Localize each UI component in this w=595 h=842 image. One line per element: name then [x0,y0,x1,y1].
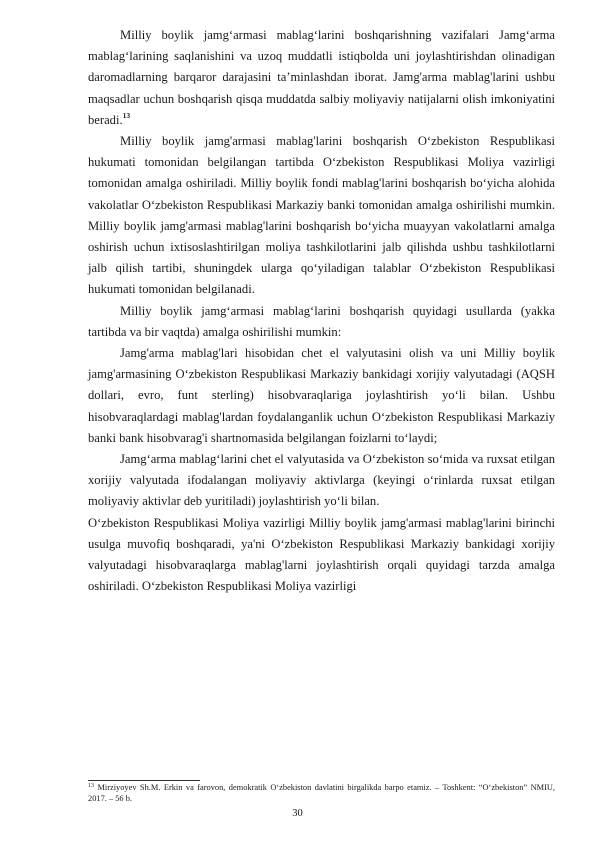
paragraph-1-text: Milliy boylik jamg‘armasi mablag‘larini boshqarishning vazifalari Jamg‘arma mablag‘larining saqlanishini va uzoq muddatli istiqbolda uni joylashtirishdan olinadigan daromadlarning barqaror darajasini ta’minlashdan iborat. Jamg'arma mablag'larini ushbu maqsadlar uchun boshqarish qisqa muddatda salbiy moliyaviy natijalarni olish imkoniyatini beradi. [88,28,555,127]
paragraph-2: Milliy boylik jamg'armasi mablag'larini boshqarish O‘zbekiston Respublikasi hukumati tomonidan belgilangan tartibda O‘zbekiston Respublikasi Moliya vazirligi tomonidan amalga oshiriladi. Milliy boylik fondi mablag'larini boshqarish bo‘yicha alohida vakolatlar O‘zbekiston Respublikasi Markaziy banki tomonidan amalga oshirilishi mumkin. Milliy boylik jamg'armasi mablag'larini boshqarish bo‘yicha muayyan vakolatlarni amalga oshirish uchun ixtisoslashtirilgan moliya tashkilotlarini jalb qilishda ushbu tashkilotlarni jalb qilish tartibi, shuningdek ularga qo‘yiladigan talablar O‘zbekiston Respublikasi hukumati tomonidan belgilanadi. [88,134,555,297]
paragraph-5: Jamg‘arma mablag‘larini chet el valyutasida va O‘zbekiston so‘mida va ruxsat etilgan xorijiy valyutada ifodalangan moliyaviy aktivlarga (keyingi o‘rinlarda ruxsat etilgan moliyaviy aktivlar deb yuritiladi) joylashtirish yo‘li bilan. [88,452,555,509]
paragraph-6: O‘zbekiston Respublikasi Moliya vazirligi Milliy boylik jamg'armasi mablag'larini birinchi usulga muvofiq boshqaradi, ya'ni O‘zbekiston Respublikasi Markaziy bankidagi xorijiy valyutadagi hisobvaraqlarga mablag'larni joylashtirish orqali quyidagi tarzda amalga oshiriladi. O‘zbekiston Respublikasi Moliya vazirligi [88,515,555,594]
paragraph-3: Milliy boylik jamg‘armasi mablag‘larini boshqarish quyidagi usullarda (yakka tartibda va bir vaqtda) amalga oshirilishi mumkin: [88,303,555,339]
body-text [88,25,555,597]
paragraph-4: Jamg'arma mablag'lari hisobidan chet el valyutasini olish va uni Milliy boylik jamg'armasining O‘zbekiston Respublikasi Markaziy bankidagi xorijiy valyutadagi (AQSH dollari, evro, funt sterling) hisobvaraqlariga joylashtirish yo‘li bilan. Ushbu hisobvaraqlardagi mablag'lardan foydalanganlik uchun O‘zbekiston Respublikasi Markaziy banki bank hisobvarag'i shartnomasida belgilangan foizlarni to‘laydi; [88,346,555,445]
paragraph-1 [88,25,555,131]
footnote-text: Mirziyoyev Sh.M. Erkin va farovon, demokratik O‘zbekiston davlatini birgalikda barpo etamiz. – Toshkent: “O‘zbekiston” NMIU, 2017. – 56 b. [88,783,556,803]
footnote-number: 13 [88,783,94,789]
page-number: 30 [292,808,303,819]
footnote-reference[interactable]: 13 [122,110,131,120]
footnote [88,782,555,804]
footnote-divider [88,780,200,781]
